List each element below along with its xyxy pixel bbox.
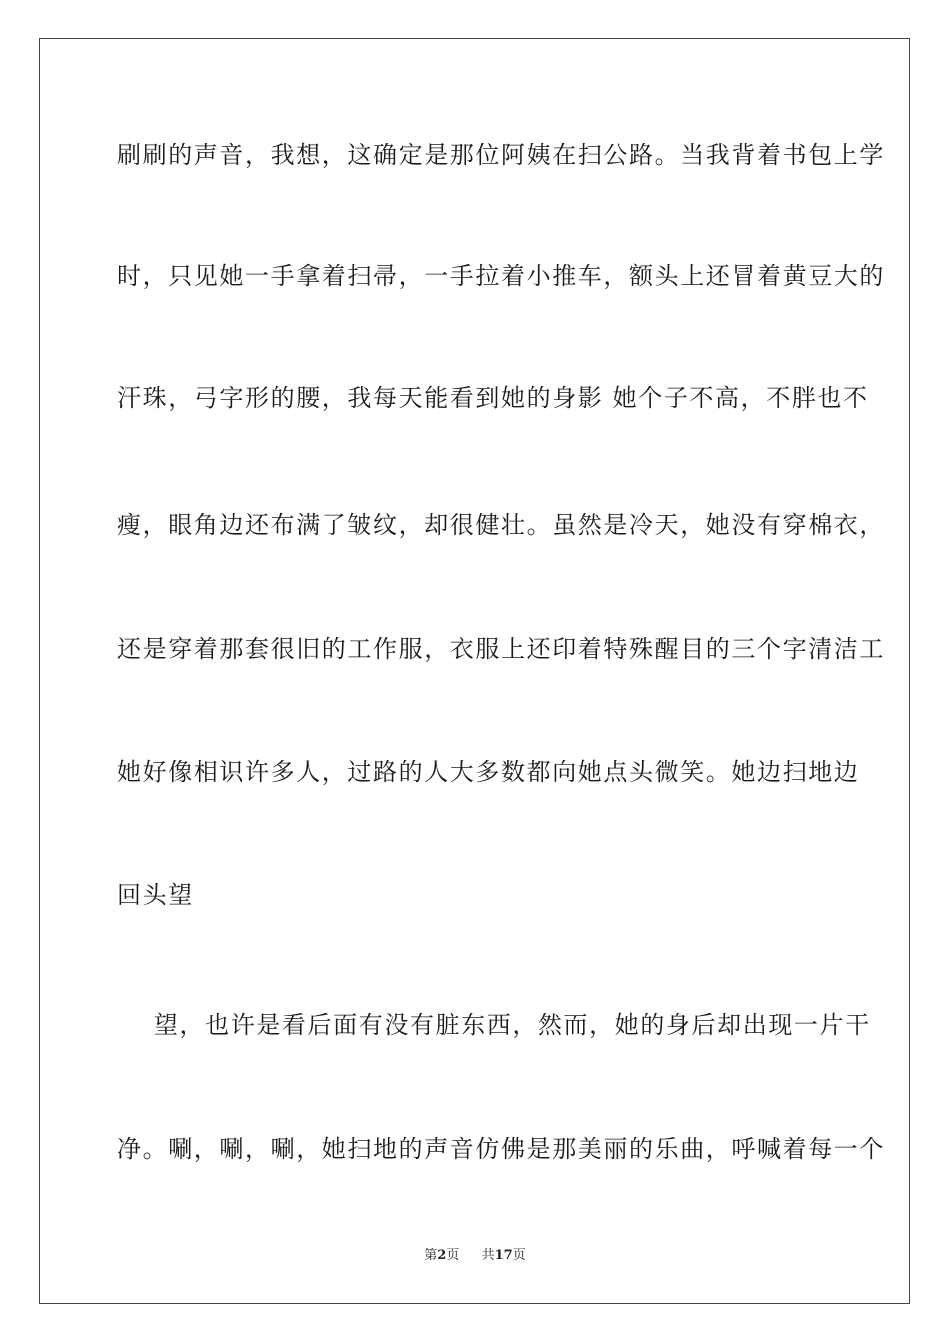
- text-line-7: 回头望: [117, 881, 194, 909]
- text-line-6: 她好像相识许多人，过路的人大多数都向她点头微笑。她边扫地边: [117, 758, 860, 786]
- page-border: [39, 38, 910, 1304]
- text-line-3: 汗珠，弓字形的腰，我每天能看到她的身影 她个子不高，不胖也不: [117, 384, 869, 412]
- text-line-5: 还是穿着那套很旧的工作服，衣服上还印着特殊醒目的三个字清洁工: [117, 635, 885, 663]
- page-prefix: 第: [424, 1248, 438, 1263]
- total-pages: 17: [494, 1248, 513, 1263]
- total-prefix: 共: [481, 1248, 495, 1263]
- page-suffix: 页: [446, 1248, 460, 1263]
- text-line-8: 望，也许是看后面有没有脏东西，然而，她的身后却出现一片干: [117, 1011, 871, 1039]
- page-number: 2: [437, 1248, 447, 1263]
- text-line-9: 净。唰，唰，唰，她扫地的声音仿佛是那美丽的乐曲，呼喊着每一个: [117, 1135, 885, 1163]
- text-line-2: 时，只见她一手拿着扫帚，一手拉着小推车，额头上还冒着黄豆大的: [117, 262, 885, 290]
- page-footer: [0, 1248, 950, 1264]
- total-suffix: 页: [512, 1248, 526, 1263]
- text-line-4: 瘦，眼角边还布满了皱纹，却很健壮。虽然是冷天，她没有穿棉衣，: [117, 511, 885, 539]
- text-line-1: 刷刷的声音，我想，这确定是那位阿姨在扫公路。当我背着书包上学: [117, 141, 885, 169]
